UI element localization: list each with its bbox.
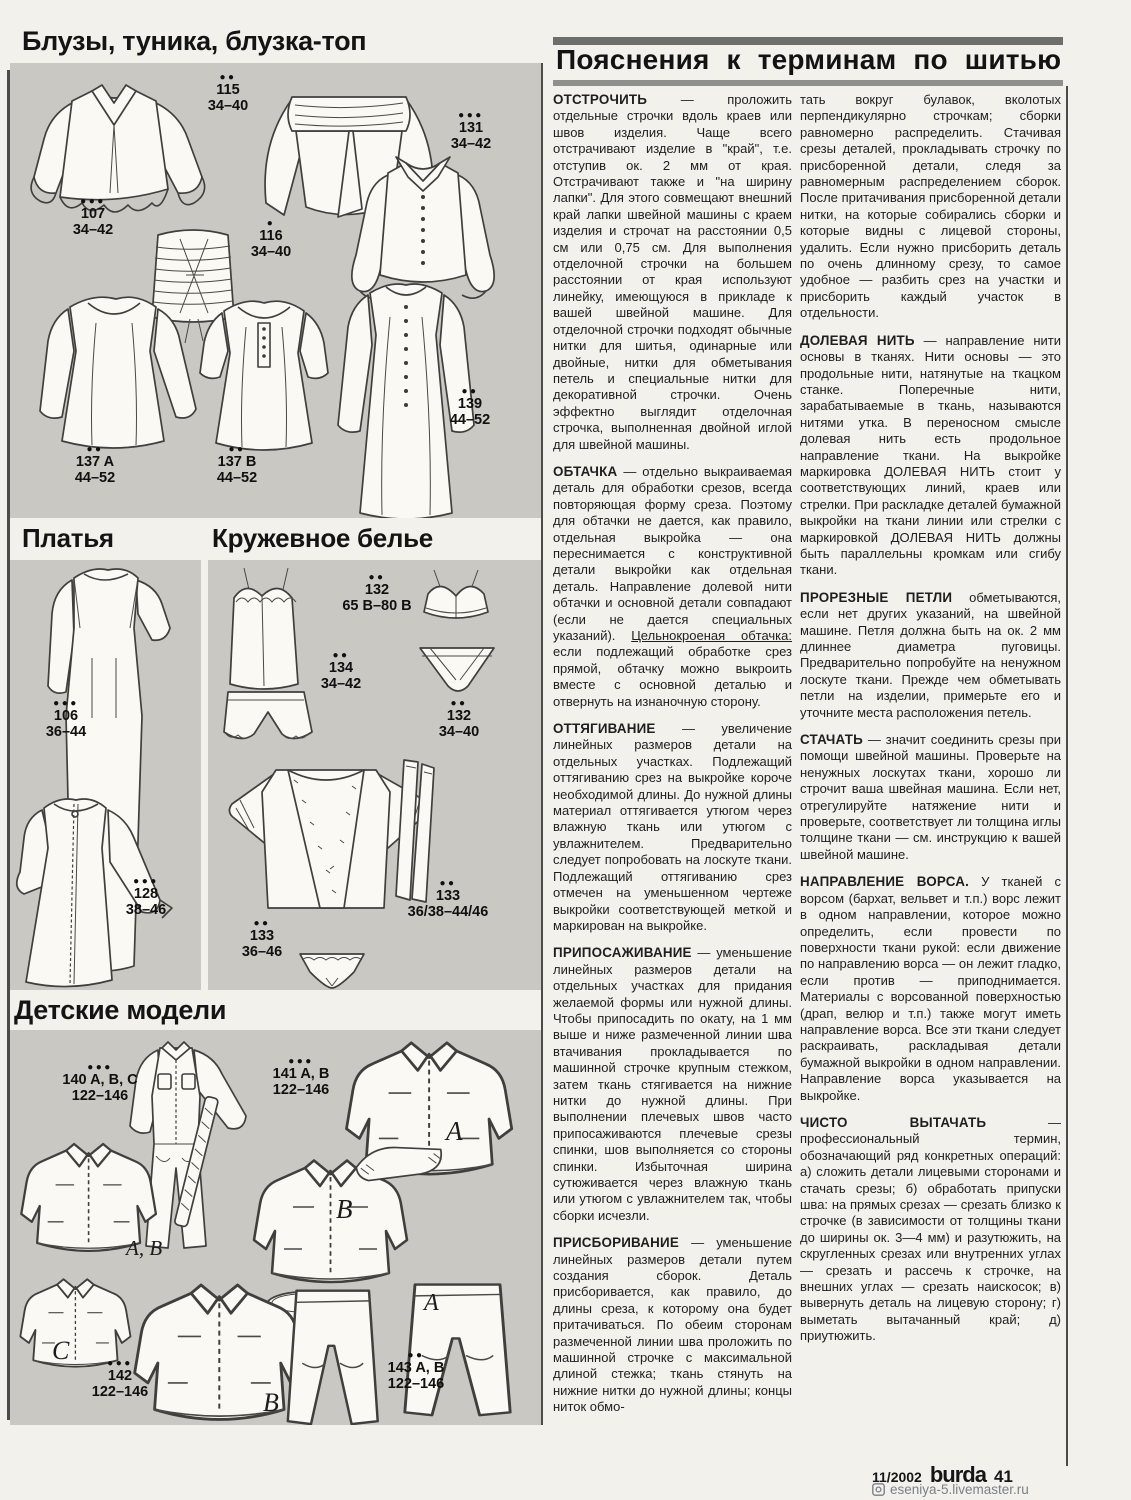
section-title-children: Детские модели <box>14 995 227 1025</box>
right-edge-line <box>1066 86 1068 1466</box>
term-paragraph: тать вокруг булавок, вколотых перпендикулярно строчкам; сборки равномерно распределить. Стачивая срезы деталей, прокладывать строчку по присборенной детали, следя за равномерным распределением сборок. После притачивания присборенной детали нитки, на которые собирались сборки и которые видны с лицевой стороны, удалить. Если нужно присборить деталь по очень длинному срезу, то самое удобное — разбить срез на участки и присборить каждый участок в отдельности. <box>800 92 1061 321</box>
header-rule-bottom <box>553 80 1063 86</box>
watermark-text: eseniya-5.livemaster.ru <box>890 1482 1029 1497</box>
term-name: ОБТАЧКА <box>553 463 618 479</box>
term-name: ОТСТРОЧИТЬ <box>553 92 648 107</box>
garment-drawings-dresses <box>10 560 201 990</box>
model-label: ●●● 107 34–42 <box>72 196 114 238</box>
model-label: ●● 143 A, B 122–146 <box>387 1350 445 1392</box>
view-letter: A, B <box>126 1236 163 1260</box>
section-title-blouses: Блузы, туника, блузка-топ <box>22 26 367 56</box>
term-name: СТАЧАТЬ <box>800 732 863 748</box>
model-number: 115 <box>216 82 240 98</box>
model-label: ●● 139 44–52 <box>449 386 491 428</box>
term-name: ПРИСБОРИВАНИЕ <box>553 1235 679 1251</box>
model-label: ●● 134 34–42 <box>320 650 362 692</box>
term-paragraph: ПРИПОСАЖИВАНИЕ — уменьшение линейных размеров детали на отдельных участках для придания желаемой формы или нужной длины. Чтобы припосадить по окату, на 1 мм выше и ниже размеченной линии шва втачивания прокладывается по машинной строчке крупным стежком, затем ткань стягивается на нижние нитки до нужной длины. При выполнении плечевых швов часто припосаживаются плечевые срезы спинки, шов выполняется со стороны спинки. Избыточная ширина сутюживается через влажную ткань или утюгом с увлажнителем так, чтобы сборки исчезли. <box>553 945 792 1223</box>
model-label: ● 116 34–40 <box>250 218 292 260</box>
model-label: ●● 137 A 44–52 <box>74 444 116 486</box>
view-letter: B <box>336 1194 353 1224</box>
view-letter: A <box>446 1116 463 1146</box>
model-label: ●●● 131 34–42 <box>450 110 492 152</box>
model-label: ●●● 142 122–146 <box>91 1358 149 1400</box>
model-label: ●● 132 34–40 <box>438 698 480 740</box>
burda-logo: burda <box>929 1462 986 1487</box>
model-sizes: 34–40 <box>207 97 249 114</box>
column-divider-line <box>541 63 543 1425</box>
model-label: ●●● 140 A, B, C 122–146 <box>62 1062 138 1104</box>
model-label: ●●● 141 A, B 122–146 <box>272 1056 330 1098</box>
term-paragraph: ЧИСТО ВЫТАЧАТЬ — профессиональный термин, обозначающий ряд конкретных операций: а) сложить детали лицевыми сторонами и стачать срезы; б) обработать припуски шва: на прямых срезах — срезать близко к строчке (в зависимости от толщины ткани до ширины ок. 3—4 мм) и разутюжить, на скругленных срезах или внутренних углах — срезать и рассечь к строчке, на внешних углах — срезать наискосок; в) вывернуть деталь на лицевую сторону; г) выметать вытачанный край; д) приутюжить. <box>800 1114 1061 1344</box>
term-paragraph: ОБТАЧКА — отдельно выкраиваемая деталь для обработки срезов, всегда повторяющая форму среза. Поэтому для обтачки не дается, как правило, отдельная выкройка — она переснимается с конструктивной детали выкройки как отдельная деталь. Направление долевой нити обтачки и основной детали совпадают (если не дается специальных указаний). Цельнокроеная обтачка: если подлежащий обработке срез прямой, обтачку можно выкроить вместе с основной деталью и отвернуть на изнаночную сторону. <box>553 463 792 709</box>
page-number: 41 <box>993 1467 1013 1486</box>
term-paragraph: ПРИСБОРИВАНИЕ — уменьшение линейных размеров детали путем создания сборок. Деталь присборивается, как правило, до длины среза, к которому она будет притачиваться. По обеим сторонам размеченной линии шва проложить по машинной строчке с максимальной длиной стежка; ткань стянуть на нижние нитки до нужной длины; концы ниток обмо- <box>553 1235 792 1415</box>
issue-number: 11/2002 <box>872 1469 922 1485</box>
term-paragraph: НАПРАВЛЕНИЕ ВОРСА. У тканей с ворсом (бархат, вельвет и т.п.) ворс лежит в одном направлении, которое можно определить, если провести по поверхности ткани рукой: если движение по направлению ворса — он лежит гладко, если против — приподнимается. Материалы с ворсованной поверхностью (драп, велюр и т.п.) также могут иметь направление ворса. Все эти ткани следует раскраивать, раскладывая детали бумажной выкройки в одном направлении. Направление ворса указывается на выкройке. <box>800 874 1062 1103</box>
term-paragraph: СТАЧАТЬ — значит соединить срезы при помощи швейной машины. Проверьте на ненужных лоскутах ткани, хорошо ли строчит ваша швейная машина. Если нет, отрегулируйте натяжение нити и проверьте, соответствует ли толщина иглы толщине ткани — см. инструкцию к вашей швейной машине. <box>800 732 1061 862</box>
term-name: ДОЛЕВАЯ НИТЬ <box>800 332 915 348</box>
term-paragraph: ОТСТРОЧИТЬ — проложить отдельные строчки вдоль краев или швов изделия. Чаще всего отстрачивают изделие в "край", т.е. отступив ок. 2 мм от края. Отстрачивают также и "на ширину лапки". Для этого совмещают внешний край лапки швейной машины с краем изделия и строчат на расстоянии 0,5 см или 0,75 см. Для выполнения отделочной строчки на большем расстоянии от края используют линейку, имеющуюся в прикладе к вашей швейной машине. Для отделочной строчки подходят обычные нитки для шитья, одинарные или двойные, нитки для обметывания петель и специальные нитки для декоративной строчки. Очень эффектно выглядит отделочная строчка, выполненная двойной иглой для швейной машины. <box>553 92 792 452</box>
term-name: НАПРАВЛЕНИЕ ВОРСА. <box>800 874 970 890</box>
view-letter: B <box>263 1388 279 1417</box>
model-label: ●● 137 B 44–52 <box>216 444 258 486</box>
model-label: ●●● 128 38–46 <box>125 876 167 918</box>
term-name: ЧИСТО ВЫТАЧАТЬ <box>800 1114 987 1130</box>
model-label <box>208 72 248 114</box>
view-letter: C <box>52 1336 70 1365</box>
term-name: ПРИПОСАЖИВАНИЕ <box>553 945 692 961</box>
underlined-term: Цельнокроеная обтачка: <box>631 628 792 643</box>
term-paragraph: ПРОРЕЗНЫЕ ПЕТЛИ обметываются, если нет других указаний, на швейной машине. Петля должна быть на ок. 2 мм длиннее диаметра пуговицы. Предварительно попробуйте на ненужном лоскуте ткани. Прежде чем обметывать петли на изделии, примерьте его и уточните места расположения петель. <box>800 589 1062 720</box>
model-label: ●●● 106 36–44 <box>45 698 87 740</box>
glossary-title: Пояснения к терминам по шитью <box>556 44 1062 75</box>
term-name: ПРОРЕЗНЫЕ ПЕТЛИ <box>800 589 953 605</box>
term-paragraph: ДОЛЕВАЯ НИТЬ — направление нити основы в тканях. Нити основы — это продольные нити, натянутые на ткацком станке. Поперечные нити, зарабатываемые в ткань, называются нитями утка. В переносном смысле долевая нить есть продольное направление ткани. На выкройке маркировка ДОЛЕВАЯ НИТЬ стоит у соответствующих линий, краев или стрелки. При раскладке деталей бумажной выкройки на ткани линии или стрелки с маркировкой ДОЛЕВАЯ НИТЬ должны быть параллельны кромкам или сгибу ткани. <box>800 332 1062 578</box>
term-paragraph: ОТТЯГИВАНИЕ — увеличение линейных размеров детали на отдельных участках. Подлежащий оттягиванию срез на выкройке короче необходимой длины. До нужной длины материал оттягивается утюгом через влажную ткань или утюгом с увлажнителем. Предварительно следует попробовать на лоскуте ткани. Подлежащий оттягиванию срез отмечен на уменьшенном чертеже выкройки соответствующей меткой и маркирован на выкройке. <box>553 721 792 933</box>
model-label: ●● 133 36–46 <box>241 918 283 960</box>
difficulty-dots: ●● <box>219 72 237 83</box>
term-name: ОТТЯГИВАНИЕ <box>553 721 656 737</box>
view-letter: A <box>424 1290 439 1316</box>
watermark <box>872 1482 1029 1497</box>
glossary-column-2 <box>800 92 1061 1356</box>
watermark-icon <box>872 1483 885 1496</box>
section-title-dresses: Платья <box>22 523 114 553</box>
model-label: ●● 132 65 B–80 B <box>342 572 412 614</box>
model-label: ●● 133 36/38–44/46 <box>407 878 489 920</box>
section-title-lingerie: Кружевное белье <box>212 523 433 553</box>
glossary-column-1 <box>553 92 792 1427</box>
